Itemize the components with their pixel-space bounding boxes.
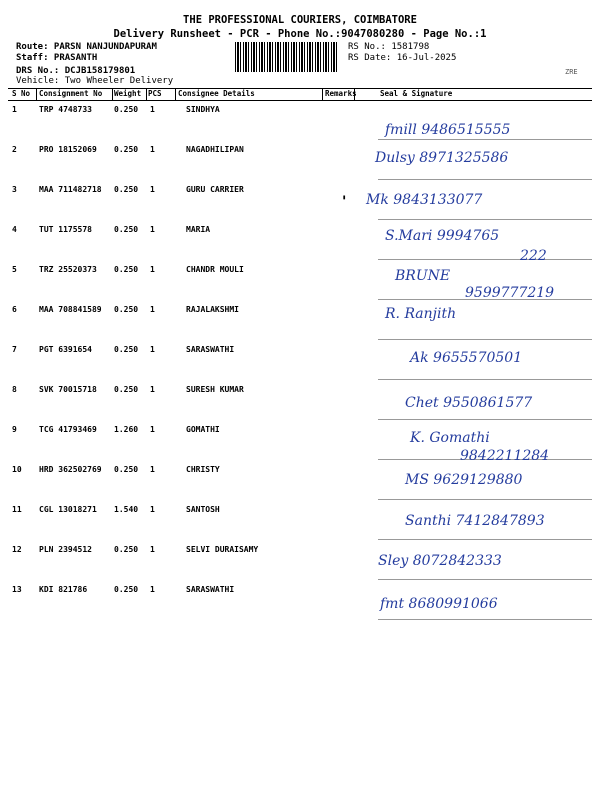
table-row xyxy=(0,541,600,581)
signature-line xyxy=(378,179,592,180)
handwritten-phone: 9842211284 xyxy=(460,448,550,464)
weight: 1.540 xyxy=(114,505,139,514)
consignee-name: SARASWATHI xyxy=(186,345,235,354)
handwritten-signature: Chet 9550861577 xyxy=(405,395,533,411)
handwritten-signature: Sley 8072842333 xyxy=(378,553,502,569)
handwritten-signature: fmill 9486515555 xyxy=(385,122,511,138)
remarks-tick: ' xyxy=(340,194,349,210)
serial-number: 7 xyxy=(12,345,17,354)
consignment-number: PLN 2394512 xyxy=(39,545,92,554)
col-header-signature: Seal & Signature xyxy=(380,89,453,98)
staff: Staff: PRASANTH xyxy=(16,53,98,63)
handwritten-phone: 9599777219 xyxy=(465,285,555,301)
serial-number: 5 xyxy=(12,265,17,274)
pieces: 1 xyxy=(150,385,155,394)
signature-line xyxy=(378,259,592,260)
handwritten-signature: S.Mari 9994765 xyxy=(385,228,500,244)
serial-number: 1 xyxy=(12,105,17,114)
table-row xyxy=(0,181,600,221)
consignment-number: MAA 708841589 xyxy=(39,305,102,314)
col-header-remarks: Remarks xyxy=(325,89,357,98)
consignee-name: CHANDR MOULI xyxy=(186,265,244,274)
signature-line xyxy=(378,619,592,620)
pieces: 1 xyxy=(150,585,155,594)
weight: 0.250 xyxy=(114,305,139,314)
pieces: 1 xyxy=(150,345,155,354)
table-row xyxy=(0,301,600,341)
col-divider xyxy=(322,88,323,100)
signature-line xyxy=(378,139,592,140)
consignee-name: RAJALAKSHMI xyxy=(186,305,239,314)
handwritten-signature: BRUNE xyxy=(395,268,451,284)
subtitle: Delivery Runsheet - PCR - Phone No.:9047080280 - Page No.:1 xyxy=(113,28,487,40)
pieces: 1 xyxy=(150,545,155,554)
consignment-number: HRD 362502769 xyxy=(39,465,102,474)
serial-number: 10 xyxy=(12,465,22,474)
signature-line xyxy=(378,379,592,380)
weight: 0.250 xyxy=(114,185,139,194)
col-divider xyxy=(175,88,176,100)
consignment-number: PRO 18152069 xyxy=(39,145,97,154)
signature-line xyxy=(378,539,592,540)
weight: 0.250 xyxy=(114,545,139,554)
col-divider xyxy=(146,88,147,100)
table-row xyxy=(0,141,600,181)
signature-line xyxy=(378,419,592,420)
barcode xyxy=(235,42,338,72)
pieces: 1 xyxy=(150,185,155,194)
weight: 0.250 xyxy=(114,105,139,114)
rs-number: RS No.: 1581798 xyxy=(348,42,430,52)
consignee-name: GURU CARRIER xyxy=(186,185,244,194)
serial-number: 3 xyxy=(12,185,17,194)
handwritten-signature: Ak 9655570501 xyxy=(410,350,523,366)
consignee-name: MARIA xyxy=(186,225,211,234)
consignment-number: TRP 4748733 xyxy=(39,105,92,114)
pieces: 1 xyxy=(150,425,155,434)
handwritten-phone: 222 xyxy=(520,248,547,264)
pieces: 1 xyxy=(150,465,155,474)
consignee-name: SELVI DURAISAMY xyxy=(186,545,259,554)
consignee-name: CHRISTY xyxy=(186,465,220,474)
col-divider xyxy=(112,88,113,100)
consignment-number: KDI 821786 xyxy=(39,585,88,594)
consignee-name: SINDHYA xyxy=(186,105,220,114)
consignment-number: SVK 70015718 xyxy=(39,385,97,394)
serial-number: 12 xyxy=(12,545,22,554)
handwritten-signature: Mk 9843133077 xyxy=(366,192,483,208)
pieces: 1 xyxy=(150,225,155,234)
consignee-name: NAGADHILIPAN xyxy=(186,145,244,154)
col-header-consignee: Consignee Details xyxy=(178,89,255,98)
pieces: 1 xyxy=(150,105,155,114)
table-row xyxy=(0,581,600,621)
col-header-weight: Weight xyxy=(114,89,142,98)
handwritten-signature: MS 9629129880 xyxy=(405,472,523,488)
consignee-name: SURESH KUMAR xyxy=(186,385,244,394)
weight: 0.250 xyxy=(114,385,139,394)
pieces: 1 xyxy=(150,305,155,314)
col-header-sno: S No xyxy=(12,89,31,98)
serial-number: 13 xyxy=(12,585,22,594)
weight: 0.250 xyxy=(114,585,139,594)
serial-number: 6 xyxy=(12,305,17,314)
weight: 0.250 xyxy=(114,465,139,474)
rs-date: RS Date: 16-Jul-2025 xyxy=(348,53,457,63)
pieces: 1 xyxy=(150,145,155,154)
consignee-name: GOMATHI xyxy=(186,425,220,434)
handwritten-signature: Santhi 7412847893 xyxy=(405,513,545,529)
drs-number: DRS No.: DCJB158179801 xyxy=(16,66,136,76)
serial-number: 8 xyxy=(12,385,17,394)
weight: 0.250 xyxy=(114,145,139,154)
serial-number: 11 xyxy=(12,505,22,514)
serial-number: 4 xyxy=(12,225,17,234)
consignee-name: SANTOSH xyxy=(186,505,220,514)
handwritten-signature: K. Gomathi xyxy=(410,430,490,446)
consignment-number: CGL 13018271 xyxy=(39,505,97,514)
consignment-number: TRZ 25520373 xyxy=(39,265,97,274)
serial-number: 2 xyxy=(12,145,17,154)
pieces: 1 xyxy=(150,265,155,274)
weight: 0.250 xyxy=(114,265,139,274)
consignment-number: PGT 6391654 xyxy=(39,345,92,354)
weight: 1.260 xyxy=(114,425,139,434)
consignment-number: TCG 41793469 xyxy=(39,425,97,434)
col-divider xyxy=(36,88,37,100)
signature-line xyxy=(378,339,592,340)
handwritten-signature: fmt 8680991066 xyxy=(380,596,498,612)
handwritten-signature: R. Ranjith xyxy=(385,306,457,322)
serial-number: 9 xyxy=(12,425,17,434)
signature-line xyxy=(378,219,592,220)
handwritten-phone: Dulsy 8971325586 xyxy=(375,150,509,166)
consignment-number: MAA 711482718 xyxy=(39,185,102,194)
route: Route: PARSN NANJUNDAPURAM xyxy=(16,42,157,52)
title: THE PROFESSIONAL COURIERS, COIMBATORE xyxy=(183,14,417,26)
col-header-pcs: PCS xyxy=(148,89,162,98)
vehicle: Vehicle: Two Wheeler Delivery xyxy=(16,76,174,86)
consignee-name: SARASWATHI xyxy=(186,585,235,594)
weight: 0.250 xyxy=(114,225,139,234)
corner-mark: ZRE xyxy=(565,68,578,76)
col-header-consignment: Consignment No xyxy=(39,89,103,98)
table-row xyxy=(0,221,600,261)
consignment-number: TUT 1175578 xyxy=(39,225,92,234)
pieces: 1 xyxy=(150,505,155,514)
weight: 0.250 xyxy=(114,345,139,354)
signature-line xyxy=(378,499,592,500)
signature-line xyxy=(378,579,592,580)
